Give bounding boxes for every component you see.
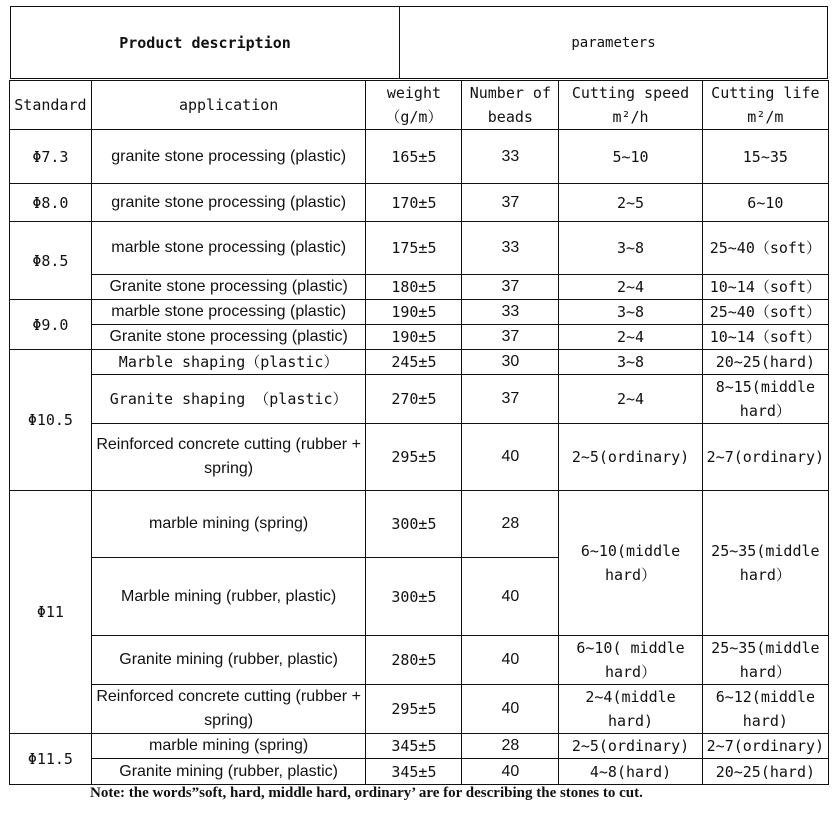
table-row	[10, 491, 829, 558]
column-life: Cutting life m²/m	[702, 81, 828, 130]
beads-cell: 28	[462, 734, 559, 759]
beads-cell: 40	[462, 558, 559, 636]
beads-cell: 40	[462, 685, 559, 734]
weight-cell: 295±5	[366, 685, 462, 734]
table-row	[10, 375, 829, 424]
weight-cell: 345±5	[366, 759, 462, 785]
table-row	[10, 184, 829, 222]
standard-cell: Φ11.5	[10, 734, 92, 785]
application-cell: Granite shaping （plastic）	[91, 375, 366, 424]
column-speed: Cutting speed m²/h	[559, 81, 702, 130]
application-cell: marble stone processing (plastic)	[91, 300, 366, 325]
beads-cell: 33	[462, 300, 559, 325]
standard-cell: Φ8.5	[10, 222, 92, 300]
table-row	[10, 424, 829, 491]
standard-cell: Φ11	[10, 491, 92, 734]
life-cell: 2~7(ordinary)	[702, 424, 828, 491]
beads-cell: 30	[462, 350, 559, 375]
beads-cell: 37	[462, 375, 559, 424]
weight-cell: 190±5	[366, 300, 462, 325]
life-cell: 25~35(middle hard）	[702, 491, 828, 636]
beads-cell: 28	[462, 491, 559, 558]
beads-cell: 33	[462, 222, 559, 275]
life-cell: 10~14（soft）	[702, 325, 828, 350]
life-cell: 25~40（soft）	[702, 300, 828, 325]
life-cell: 10~14（soft）	[702, 275, 828, 300]
beads-cell: 37	[462, 275, 559, 300]
application-cell: marble mining (spring)	[91, 491, 366, 558]
life-cell: 8~15(middle hard）	[702, 375, 828, 424]
beads-cell: 37	[462, 325, 559, 350]
life-cell: 25~40（soft）	[702, 222, 828, 275]
table-row	[10, 350, 829, 375]
table-row	[10, 130, 829, 184]
weight-cell: 300±5	[366, 491, 462, 558]
column-weight: weight （g/m）	[366, 81, 462, 130]
life-cell: 20~25(hard)	[702, 759, 828, 785]
life-cell: 25~35(middle hard）	[702, 636, 828, 685]
column-application: application	[91, 81, 366, 130]
specifications-table	[9, 80, 829, 785]
speed-cell: 4~8(hard)	[559, 759, 702, 785]
table-header	[10, 6, 828, 79]
table-row	[10, 325, 829, 350]
parameters-header: parameters	[571, 34, 656, 51]
life-cell: 6~12(middle hard)	[702, 685, 828, 734]
table-row	[10, 759, 829, 785]
weight-cell: 190±5	[366, 325, 462, 350]
speed-cell: 2~5(ordinary)	[559, 734, 702, 759]
weight-cell: 175±5	[366, 222, 462, 275]
speed-cell: 2~4(middle hard)	[559, 685, 702, 734]
application-cell: Granite stone processing (plastic)	[91, 275, 366, 300]
speed-cell: 2~5(ordinary)	[559, 424, 702, 491]
standard-cell: Φ9.0	[10, 300, 92, 350]
table-row	[10, 222, 829, 275]
speed-cell: 3~8	[559, 222, 702, 275]
life-cell: 20~25(hard)	[702, 350, 828, 375]
table-row	[10, 275, 829, 300]
speed-cell: 3~8	[559, 350, 702, 375]
life-cell: 15~35	[702, 130, 828, 184]
beads-cell: 40	[462, 636, 559, 685]
weight-cell: 295±5	[366, 424, 462, 491]
application-cell: Marble mining (rubber, plastic)	[91, 558, 366, 636]
beads-cell: 40	[462, 424, 559, 491]
table-row	[10, 300, 829, 325]
weight-cell: 165±5	[366, 130, 462, 184]
life-cell: 6~10	[702, 184, 828, 222]
standard-cell: Φ7.3	[10, 130, 92, 184]
application-cell: granite stone processing (plastic)	[91, 184, 366, 222]
speed-cell: 3~8	[559, 300, 702, 325]
weight-cell: 245±5	[366, 350, 462, 375]
application-cell: granite stone processing (plastic)	[91, 130, 366, 184]
speed-cell: 2~4	[559, 375, 702, 424]
speed-cell: 2~4	[559, 325, 702, 350]
application-cell: Granite mining (rubber, plastic)	[91, 759, 366, 785]
weight-cell: 170±5	[366, 184, 462, 222]
application-cell: Granite mining (rubber, plastic)	[91, 636, 366, 685]
weight-cell: 270±5	[366, 375, 462, 424]
application-cell: marble mining (spring)	[91, 734, 366, 759]
application-cell: marble stone processing (plastic)	[91, 222, 366, 275]
column-beads: Number of beads	[462, 81, 559, 130]
speed-cell: 2~5	[559, 184, 702, 222]
column-standard: Standard	[10, 81, 92, 130]
footnote: Note: the words”soft, hard, middle hard, ordinary’ are for describing the stones to cut.	[90, 785, 643, 801]
weight-cell: 280±5	[366, 636, 462, 685]
application-cell: Marble shaping（plastic）	[91, 350, 366, 375]
weight-cell: 180±5	[366, 275, 462, 300]
table-row	[10, 734, 829, 759]
beads-cell: 37	[462, 184, 559, 222]
table-row	[10, 685, 829, 734]
beads-cell: 40	[462, 759, 559, 785]
table-row	[10, 636, 829, 685]
product-description-header: Product description	[11, 7, 400, 78]
column-header-row	[10, 81, 829, 130]
speed-cell: 2~4	[559, 275, 702, 300]
standard-cell: Φ8.0	[10, 184, 92, 222]
beads-cell: 33	[462, 130, 559, 184]
life-cell: 2~7(ordinary)	[702, 734, 828, 759]
speed-cell: 6~10( middle hard）	[559, 636, 702, 685]
speed-cell: 5~10	[559, 130, 702, 184]
weight-cell: 345±5	[366, 734, 462, 759]
standard-cell: Φ10.5	[10, 350, 92, 491]
application-cell: Granite stone processing (plastic)	[91, 325, 366, 350]
speed-cell: 6~10(middle hard）	[559, 491, 702, 636]
weight-cell: 300±5	[366, 558, 462, 636]
application-cell: Reinforced concrete cutting (rubber + spring)	[91, 685, 366, 734]
application-cell: Reinforced concrete cutting (rubber + spring)	[91, 424, 366, 491]
